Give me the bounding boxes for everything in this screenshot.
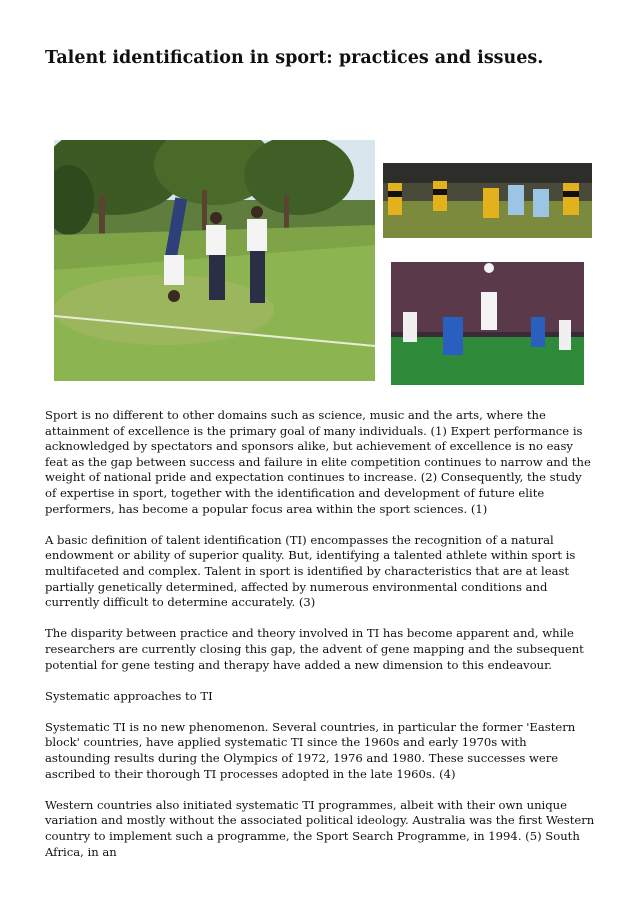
rugby-photo	[383, 163, 592, 238]
document-title: Talent identification in sport: practices and issues.	[45, 48, 544, 68]
football-photo	[391, 262, 584, 385]
paragraph: Systematic TI is no new phenomenon. Several countries, in particular the former 'Eastern block' countries, have applied systematic TI since the 1960s and early 1970s with astounding results during the Olympics of 1972, 1976 and 1980. These successes were ascribed to their thorough TI processes adopted in the late 1960s. (4)	[45, 719, 576, 781]
section-heading: Systematic approaches to TI	[45, 688, 213, 703]
students-field-photo	[54, 140, 375, 381]
rugby-image	[383, 163, 592, 238]
paragraph: Sport is no different to other domains such as science, music and the arts, where the attainment of excellence is the primary goal of many individuals. (1) Expert performance is acknowledged by spectators and sponsors alike, but achievement of excellence is no easy feat as the gap between success and failure in elite competition continues to narrow and the weight of national pride and expectation continues to increase. (2) Consequently, the study of expertise in sport, together with the identification and development of future elite performers, has become a popular focus area within the sport sciences. (1)	[45, 408, 591, 516]
paragraph: A basic definition of talent identification (TI) encompasses the recognition of a natural endowment or ability of superior quality. But, identifying a talented athlete within sport is multifaceted and complex. Talent in sport is identified by characteristics that are at least partially genetically determined, affected by numerous environmental conditions and currently difficult to determine accurately. (3)	[45, 532, 576, 610]
football-image	[391, 262, 584, 385]
article-body	[45, 408, 595, 860]
paragraph: Western countries also initiated systematic TI programmes, albeit with their own unique variation and mostly without the associated political ideology. Australia was the first Western country to implement such a programme, the Sport Search Programme, in 1994. (5) South Africa, in an	[45, 797, 595, 859]
students-field-image	[54, 140, 375, 381]
paragraph: The disparity between practice and theory involved in TI has become apparent and, while researchers are currently closing this gap, the advent of gene mapping and the subsequent potential for gene testing and therapy have added a new dimension to this endeavour.	[45, 626, 584, 672]
